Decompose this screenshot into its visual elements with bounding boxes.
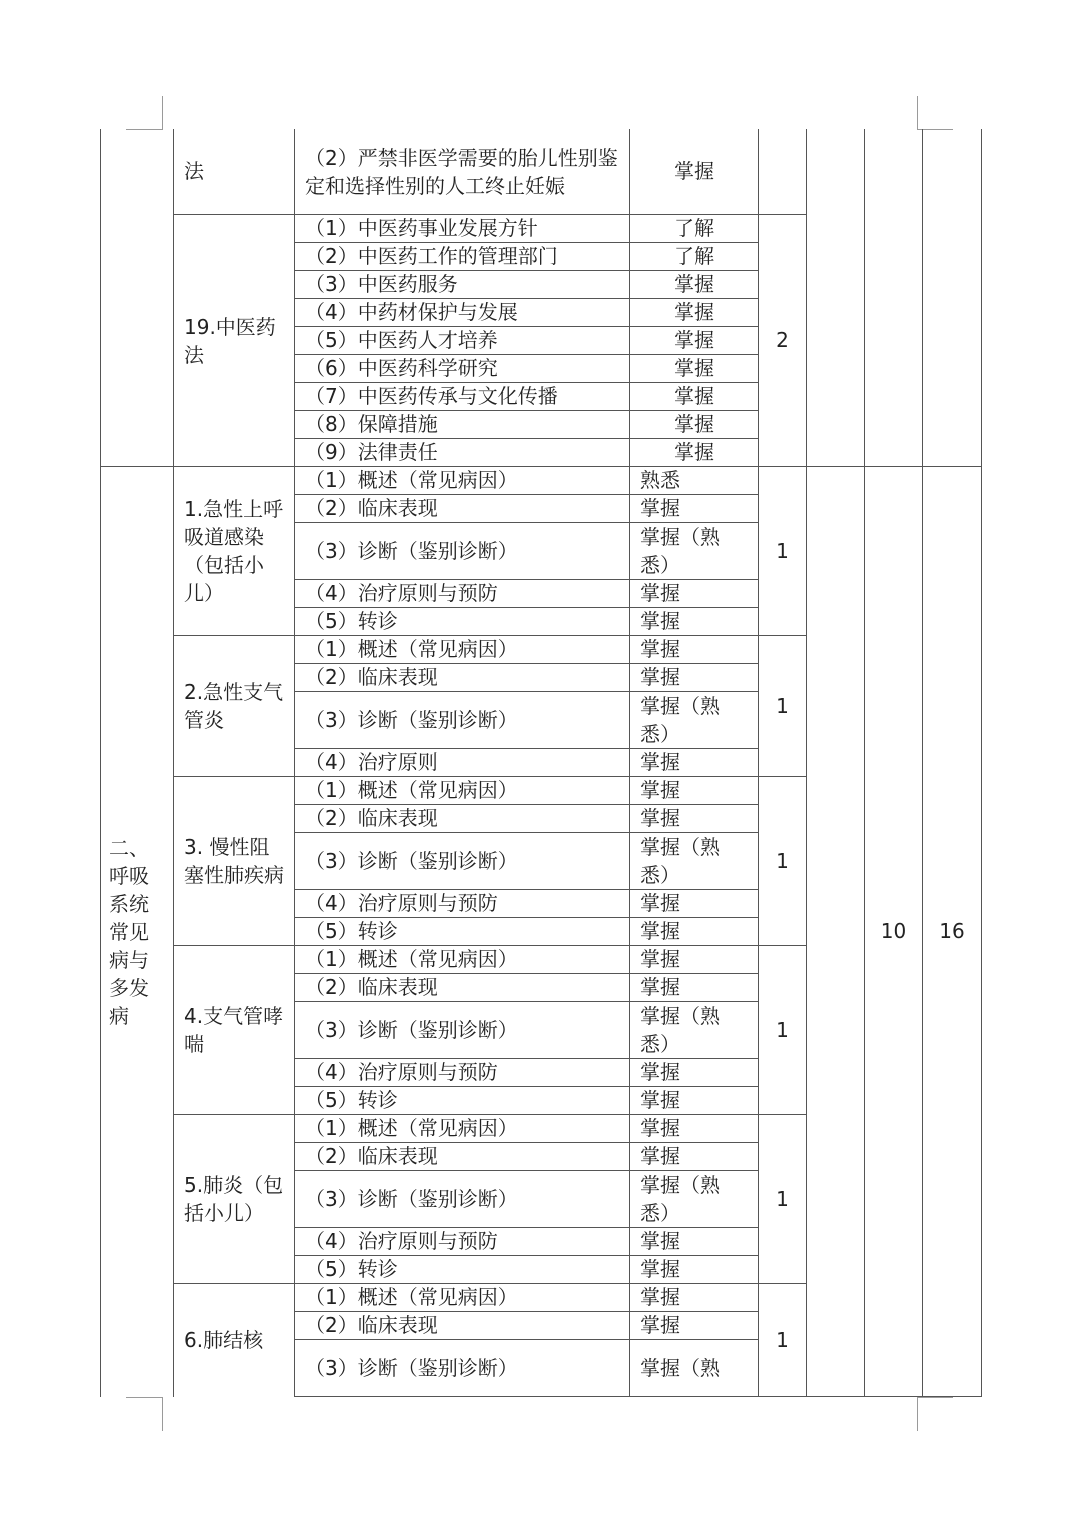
item-cell: （5）转诊 xyxy=(295,1087,630,1115)
crop-mark-bottom-right-h xyxy=(917,1397,953,1398)
practice-cell xyxy=(807,129,865,467)
level-cell: 掌握 xyxy=(630,355,759,383)
hours-cell: 1 xyxy=(759,636,807,777)
item-cell: （3）诊断（鉴别诊断） xyxy=(295,1002,630,1059)
level-cell: 熟悉 xyxy=(630,467,759,495)
hours-cell: 2 xyxy=(759,215,807,467)
item-cell: （1）概述（常见病因） xyxy=(295,946,630,974)
level-cell: 掌握 xyxy=(630,974,759,1002)
item-cell: （1）概述（常见病因） xyxy=(295,1284,630,1312)
level-cell: 掌握 xyxy=(630,495,759,523)
item-cell: （3）诊断（鉴别诊断） xyxy=(295,523,630,580)
crop-mark-bottom-left-v xyxy=(162,1397,163,1431)
level-cell: 掌握 xyxy=(630,749,759,777)
item-cell: （3）诊断（鉴别诊断） xyxy=(295,1340,630,1397)
item-cell: （1）概述（常见病因） xyxy=(295,636,630,664)
level-cell: 掌握 xyxy=(630,890,759,918)
item-cell: （4）中药材保护与发展 xyxy=(295,299,630,327)
item-cell: （3）诊断（鉴别诊断） xyxy=(295,833,630,890)
table-row xyxy=(101,467,982,495)
syllabus-body xyxy=(101,129,982,1397)
item-cell: （3）诊断（鉴别诊断） xyxy=(295,1171,630,1228)
level-cell: 掌握（熟悉） xyxy=(630,523,759,580)
topic-cell: 法 xyxy=(174,129,295,215)
item-cell: （2）临床表现 xyxy=(295,974,630,1002)
level-cell: 掌握（熟悉） xyxy=(630,692,759,749)
crop-mark-top-left-v xyxy=(162,96,163,130)
level-cell: 掌握 xyxy=(630,608,759,636)
item-cell: （2）严禁非医学需要的胎儿性别鉴定和选择性别的人工终止妊娠 xyxy=(295,129,630,215)
hours-cell: 1 xyxy=(759,946,807,1115)
topic-cell: 3. 慢性阻塞性肺疾病 xyxy=(174,777,295,946)
level-cell: 掌握 xyxy=(630,777,759,805)
item-cell: （9）法律责任 xyxy=(295,439,630,467)
hours-cell: 1 xyxy=(759,1284,807,1397)
item-cell: （6）中医药科学研究 xyxy=(295,355,630,383)
crop-mark-bottom-left-h xyxy=(126,1397,163,1398)
hours-cell: 1 xyxy=(759,1115,807,1284)
unit-cell-section-two: 二、呼吸系统常见病与多发病 xyxy=(101,467,174,1397)
level-cell: 掌握 xyxy=(630,439,759,467)
level-cell: 掌握 xyxy=(630,327,759,355)
item-cell: （5）转诊 xyxy=(295,608,630,636)
hours-cell: 1 xyxy=(759,467,807,636)
level-cell: 掌握（熟悉） xyxy=(630,1171,759,1228)
item-cell: （1）概述（常见病因） xyxy=(295,777,630,805)
level-cell: 掌握 xyxy=(630,664,759,692)
level-cell: 掌握（熟悉） xyxy=(630,1002,759,1059)
topic-cell: 5.肺炎（包括小儿） xyxy=(174,1115,295,1284)
theory-cell xyxy=(865,129,923,467)
level-cell: 掌握 xyxy=(630,1087,759,1115)
item-cell: （2）中医药工作的管理部门 xyxy=(295,243,630,271)
level-cell: 掌握 xyxy=(630,1115,759,1143)
item-cell: （2）临床表现 xyxy=(295,1312,630,1340)
level-cell: 掌握 xyxy=(630,1059,759,1087)
syllabus-table xyxy=(100,129,982,1397)
item-cell: （4）治疗原则 xyxy=(295,749,630,777)
topic-cell: 1.急性上呼吸道感染（包括小儿） xyxy=(174,467,295,636)
level-cell: 掌握 xyxy=(630,1284,759,1312)
theory-hours-cell: 10 xyxy=(865,467,923,1397)
item-cell: （4）治疗原则与预防 xyxy=(295,890,630,918)
item-cell: （4）治疗原则与预防 xyxy=(295,580,630,608)
level-cell: 掌握 xyxy=(630,271,759,299)
level-cell: 掌握 xyxy=(630,1256,759,1284)
table-row xyxy=(101,129,982,215)
level-cell: 掌握 xyxy=(630,1312,759,1340)
item-cell: （1）概述（常见病因） xyxy=(295,467,630,495)
level-cell: 掌握 xyxy=(630,383,759,411)
level-cell: 掌握 xyxy=(630,805,759,833)
item-cell: （5）转诊 xyxy=(295,918,630,946)
level-cell: 掌握（熟 xyxy=(630,1340,759,1397)
topic-cell: 6.肺结核 xyxy=(174,1284,295,1397)
level-cell: 掌握 xyxy=(630,1228,759,1256)
level-cell: 掌握 xyxy=(630,580,759,608)
item-cell: （4）治疗原则与预防 xyxy=(295,1059,630,1087)
item-cell: （7）中医药传承与文化传播 xyxy=(295,383,630,411)
unit-cell-section-one xyxy=(101,129,174,467)
level-cell: 掌握 xyxy=(630,1143,759,1171)
item-cell: （3）中医药服务 xyxy=(295,271,630,299)
item-cell: （5）中医药人才培养 xyxy=(295,327,630,355)
topic-cell: 4.支气管哮喘 xyxy=(174,946,295,1115)
level-cell: 掌握 xyxy=(630,129,759,215)
level-cell: 掌握（熟悉） xyxy=(630,833,759,890)
topic-cell: 2.急性支气管炎 xyxy=(174,636,295,777)
hours-cell: 1 xyxy=(759,777,807,946)
total-cell xyxy=(923,129,982,467)
item-cell: （5）转诊 xyxy=(295,1256,630,1284)
item-cell: （3）诊断（鉴别诊断） xyxy=(295,692,630,749)
level-cell: 掌握 xyxy=(630,918,759,946)
practice-cell xyxy=(807,467,865,1397)
level-cell: 掌握 xyxy=(630,299,759,327)
hours-cell xyxy=(759,129,807,215)
item-cell: （2）临床表现 xyxy=(295,805,630,833)
level-cell: 了解 xyxy=(630,215,759,243)
item-cell: （4）治疗原则与预防 xyxy=(295,1228,630,1256)
level-cell: 掌握 xyxy=(630,636,759,664)
item-cell: （8）保障措施 xyxy=(295,411,630,439)
topic-cell: 19.中医药法 xyxy=(174,215,295,467)
level-cell: 掌握 xyxy=(630,946,759,974)
level-cell: 掌握 xyxy=(630,411,759,439)
item-cell: （1）概述（常见病因） xyxy=(295,1115,630,1143)
crop-mark-bottom-right-v xyxy=(917,1397,918,1431)
item-cell: （2）临床表现 xyxy=(295,664,630,692)
total-hours-cell: 16 xyxy=(923,467,982,1397)
level-cell: 了解 xyxy=(630,243,759,271)
item-cell: （1）中医药事业发展方针 xyxy=(295,215,630,243)
crop-mark-top-right-v xyxy=(917,96,918,130)
item-cell: （2）临床表现 xyxy=(295,495,630,523)
item-cell: （2）临床表现 xyxy=(295,1143,630,1171)
